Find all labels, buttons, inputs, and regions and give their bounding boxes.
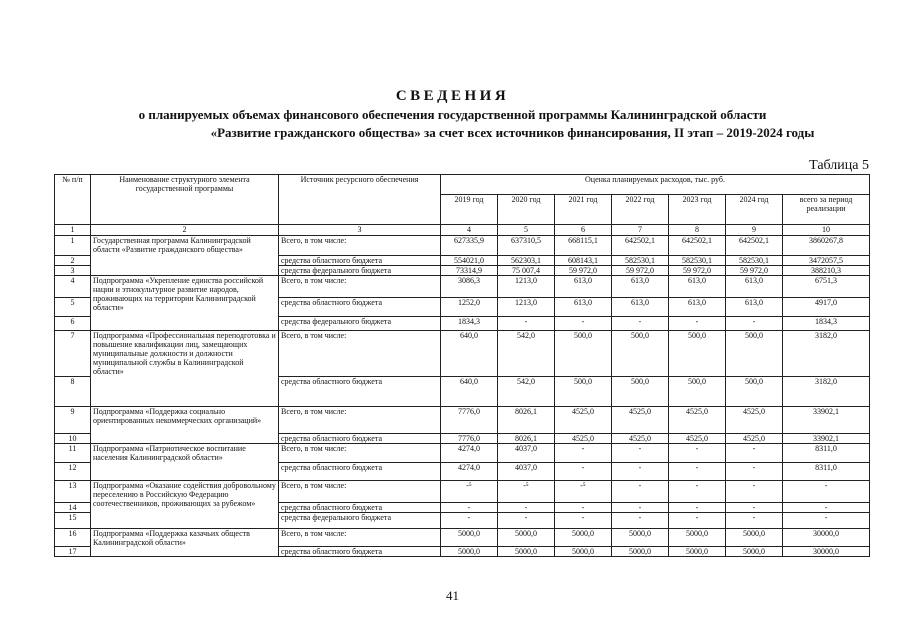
- column-number: 2: [91, 225, 279, 236]
- header-total: всего за период реализации: [783, 195, 870, 225]
- total-value: 8311,0: [783, 463, 870, 481]
- year-value: 4037,0: [498, 463, 555, 481]
- column-numbers-row: [55, 225, 870, 236]
- year-value: 613,0: [555, 276, 612, 298]
- funding-source: средства областного бюджета: [279, 503, 441, 513]
- year-value: 554021,0: [441, 256, 498, 266]
- row-number: 2: [55, 256, 91, 266]
- total-value: 3182,0: [783, 331, 870, 377]
- table-row: [55, 276, 870, 298]
- total-value: 3472057,5: [783, 256, 870, 266]
- title-line-1: о планируемых объемах финансового обеспечения государственной программы Калининградской области: [138, 107, 767, 122]
- year-value: 500,0: [555, 377, 612, 407]
- title-line-2: «Развитие гражданского общества» за счет всех источников финансирования, II этап – 2019-2024 годы: [210, 125, 815, 140]
- table-row: [55, 407, 870, 434]
- funding-source: средства областного бюджета: [279, 547, 441, 557]
- year-value: 542,0: [498, 377, 555, 407]
- total-value: 30000,0: [783, 529, 870, 547]
- year-value: 5000,0: [555, 547, 612, 557]
- year-value: 542,0: [498, 331, 555, 377]
- year-value: -: [441, 503, 498, 513]
- year-value: 4274,0: [441, 463, 498, 481]
- total-value: 33902,1: [783, 407, 870, 434]
- funding-source: средства федерального бюджета: [279, 513, 441, 529]
- year-value: -: [726, 444, 783, 463]
- document-title: [0, 86, 905, 142]
- column-number: 9: [726, 225, 783, 236]
- year-value: 59 972,0: [612, 266, 669, 276]
- year-value: 4525,0: [669, 407, 726, 434]
- year-value: 5000,0: [555, 529, 612, 547]
- funding-source: средства областного бюджета: [279, 434, 441, 444]
- year-value: -: [612, 503, 669, 513]
- structural-element-name: Подпрограмма «Поддержка социально ориентированных некоммерческих организаций»: [91, 407, 279, 444]
- page-number: 41: [446, 588, 459, 603]
- row-number: 7: [55, 331, 91, 377]
- column-number: 1: [55, 225, 91, 236]
- structural-element-name: Подпрограмма «Поддержка казачьих обществ Калининградской области»: [91, 529, 279, 557]
- total-value: 6751,3: [783, 276, 870, 298]
- year-value: 640,0: [441, 377, 498, 407]
- year-value: 500,0: [669, 377, 726, 407]
- column-number: 6: [555, 225, 612, 236]
- header-year: 2024 год: [726, 195, 783, 225]
- year-value: 4037,0: [498, 444, 555, 463]
- year-value: 613,0: [612, 298, 669, 317]
- row-number: 13: [55, 481, 91, 503]
- year-value: 7776,0: [441, 407, 498, 434]
- funding-source: Всего, в том числе:: [279, 276, 441, 298]
- row-number: 1: [55, 236, 91, 256]
- funding-source: средства областного бюджета: [279, 377, 441, 407]
- year-value: 500,0: [726, 377, 783, 407]
- year-value: 1213,0: [498, 276, 555, 298]
- year-value: 608143,1: [555, 256, 612, 266]
- funding-source: Всего, в том числе:: [279, 481, 441, 503]
- year-value: 668115,1: [555, 236, 612, 256]
- year-value: 637310,5: [498, 236, 555, 256]
- year-value: -: [669, 444, 726, 463]
- total-value: 1834,3: [783, 317, 870, 331]
- funding-source: Всего, в том числе:: [279, 444, 441, 463]
- total-value: 4917,0: [783, 298, 870, 317]
- column-number: 5: [498, 225, 555, 236]
- year-value: 59 972,0: [555, 266, 612, 276]
- year-value: -: [612, 444, 669, 463]
- year-value: 73314,9: [441, 266, 498, 276]
- year-value: 5000,0: [726, 529, 783, 547]
- year-value: -: [555, 317, 612, 331]
- year-value: 500,0: [612, 377, 669, 407]
- year-value: -: [669, 463, 726, 481]
- funding-source: средства областного бюджета: [279, 256, 441, 266]
- year-value: 500,0: [555, 331, 612, 377]
- column-number: 3: [279, 225, 441, 236]
- header-year: 2021 год: [555, 195, 612, 225]
- year-value: 582530,1: [669, 256, 726, 266]
- year-value: 613,0: [726, 298, 783, 317]
- year-value: -: [726, 513, 783, 529]
- row-number: 5: [55, 298, 91, 317]
- header-year: 2022 год: [612, 195, 669, 225]
- year-value: 5000,0: [669, 529, 726, 547]
- year-value: 500,0: [612, 331, 669, 377]
- year-value: 4525,0: [726, 407, 783, 434]
- year-value: 5000,0: [441, 529, 498, 547]
- year-value: 4274,0: [441, 444, 498, 463]
- year-value: 1252,0: [441, 298, 498, 317]
- total-value: -: [783, 513, 870, 529]
- year-value: 582530,1: [612, 256, 669, 266]
- year-value: 500,0: [726, 331, 783, 377]
- table-label: Таблица 5: [809, 158, 869, 173]
- year-value: -: [555, 513, 612, 529]
- year-value: 1834,3: [441, 317, 498, 331]
- table-row: [55, 444, 870, 463]
- year-value: 1213,0: [498, 298, 555, 317]
- table-row: [55, 236, 870, 256]
- year-value: 642502,1: [669, 236, 726, 256]
- year-value: 5000,0: [498, 529, 555, 547]
- total-value: 30000,0: [783, 547, 870, 557]
- header-estimate: Оценка планируемых расходов, тыс. руб.: [441, 175, 870, 195]
- year-value: -⁵: [555, 481, 612, 503]
- year-value: 613,0: [669, 276, 726, 298]
- year-value: -: [669, 503, 726, 513]
- year-value: -⁵: [498, 481, 555, 503]
- year-value: -: [726, 463, 783, 481]
- header-year: 2023 год: [669, 195, 726, 225]
- row-number: 16: [55, 529, 91, 547]
- title-main: СВЕДЕНИЯ: [395, 88, 510, 104]
- year-value: -: [498, 503, 555, 513]
- year-value: 5000,0: [726, 547, 783, 557]
- year-value: 5000,0: [612, 529, 669, 547]
- year-value: 562303,1: [498, 256, 555, 266]
- row-number: 14: [55, 503, 91, 513]
- row-number: 12: [55, 463, 91, 481]
- row-number: 9: [55, 407, 91, 434]
- year-value: 59 972,0: [669, 266, 726, 276]
- year-value: 5000,0: [669, 547, 726, 557]
- year-value: 5000,0: [441, 547, 498, 557]
- row-number: 6: [55, 317, 91, 331]
- column-number: 7: [612, 225, 669, 236]
- year-value: 5000,0: [612, 547, 669, 557]
- table-row: [55, 481, 870, 503]
- year-value: 627335,9: [441, 236, 498, 256]
- year-value: 582530,1: [726, 256, 783, 266]
- row-number: 11: [55, 444, 91, 463]
- year-value: -: [612, 463, 669, 481]
- total-value: 8311,0: [783, 444, 870, 463]
- year-value: 7776,0: [441, 434, 498, 444]
- row-number: 3: [55, 266, 91, 276]
- funding-source: средства федерального бюджета: [279, 266, 441, 276]
- year-value: 642502,1: [726, 236, 783, 256]
- year-value: -: [612, 317, 669, 331]
- year-value: -: [726, 317, 783, 331]
- table-row: [55, 331, 870, 377]
- table-row: [55, 529, 870, 547]
- header-year: 2020 год: [498, 195, 555, 225]
- funding-source: Всего, в том числе:: [279, 236, 441, 256]
- funding-source: средства областного бюджета: [279, 298, 441, 317]
- total-value: 33902,1: [783, 434, 870, 444]
- header-year: 2019 год: [441, 195, 498, 225]
- funding-source: средства федерального бюджета: [279, 317, 441, 331]
- header-name: Наименование структурного элемента государственной программы: [91, 175, 279, 225]
- year-value: -: [498, 513, 555, 529]
- funding-source: Всего, в том числе:: [279, 331, 441, 377]
- year-value: 8026,1: [498, 407, 555, 434]
- funding-source: Всего, в том числе:: [279, 407, 441, 434]
- total-value: 3182,0: [783, 377, 870, 407]
- header-number: № п/п: [55, 175, 91, 225]
- year-value: 613,0: [669, 298, 726, 317]
- year-value: 8026,1: [498, 434, 555, 444]
- year-value: 75 007,4: [498, 266, 555, 276]
- year-value: 5000,0: [498, 547, 555, 557]
- structural-element-name: Государственная программа Калининградской области «Развитие гражданского общества»: [91, 236, 279, 276]
- row-number: 4: [55, 276, 91, 298]
- structural-element-name: Подпрограмма «Профессиональная переподготовка и повышение квалификации лиц, замещающих муниципальные должности и должности муниципальной службы в Калининградской области»: [91, 331, 279, 407]
- column-number: 8: [669, 225, 726, 236]
- row-number: 15: [55, 513, 91, 529]
- row-number: 17: [55, 547, 91, 557]
- year-value: 613,0: [726, 276, 783, 298]
- year-value: -: [441, 513, 498, 529]
- year-value: 4525,0: [726, 434, 783, 444]
- funding-table: [54, 174, 870, 557]
- year-value: 4525,0: [555, 407, 612, 434]
- year-value: 613,0: [555, 298, 612, 317]
- year-value: -: [669, 481, 726, 503]
- year-value: -: [555, 503, 612, 513]
- total-value: -: [783, 481, 870, 503]
- total-value: 388210,3: [783, 266, 870, 276]
- structural-element-name: Подпрограмма «Патриотическое воспитание населения Калининградской области»: [91, 444, 279, 481]
- year-value: -: [612, 513, 669, 529]
- year-value: -: [726, 481, 783, 503]
- year-value: 500,0: [669, 331, 726, 377]
- funding-source: средства областного бюджета: [279, 463, 441, 481]
- total-value: 3860267,8: [783, 236, 870, 256]
- structural-element-name: Подпрограмма «Укрепление единства российской нации и этнокультурное развитие народов, проживающих на территории Калининградской области»: [91, 276, 279, 331]
- column-number: 10: [783, 225, 870, 236]
- year-value: 59 972,0: [726, 266, 783, 276]
- year-value: -: [669, 513, 726, 529]
- year-value: 640,0: [441, 331, 498, 377]
- year-value: -: [669, 317, 726, 331]
- year-value: -: [555, 463, 612, 481]
- year-value: 4525,0: [612, 434, 669, 444]
- header-source: Источник ресурсного обеспечения: [279, 175, 441, 225]
- table-body: [55, 236, 870, 557]
- total-value: -: [783, 503, 870, 513]
- year-value: 3086,3: [441, 276, 498, 298]
- row-number: 10: [55, 434, 91, 444]
- year-value: -: [498, 317, 555, 331]
- column-number: 4: [441, 225, 498, 236]
- year-value: 4525,0: [669, 434, 726, 444]
- structural-element-name: Подпрограмма «Оказание содействия добровольному переселению в Российскую Федерацию соотечественников, проживающих за рубежом»: [91, 481, 279, 529]
- funding-source: Всего, в том числе:: [279, 529, 441, 547]
- year-value: 642502,1: [612, 236, 669, 256]
- year-value: -: [726, 503, 783, 513]
- year-value: 4525,0: [612, 407, 669, 434]
- year-value: -⁵: [441, 481, 498, 503]
- year-value: 613,0: [612, 276, 669, 298]
- year-value: 4525,0: [555, 434, 612, 444]
- year-value: -: [555, 444, 612, 463]
- row-number: 8: [55, 377, 91, 407]
- year-value: -: [612, 481, 669, 503]
